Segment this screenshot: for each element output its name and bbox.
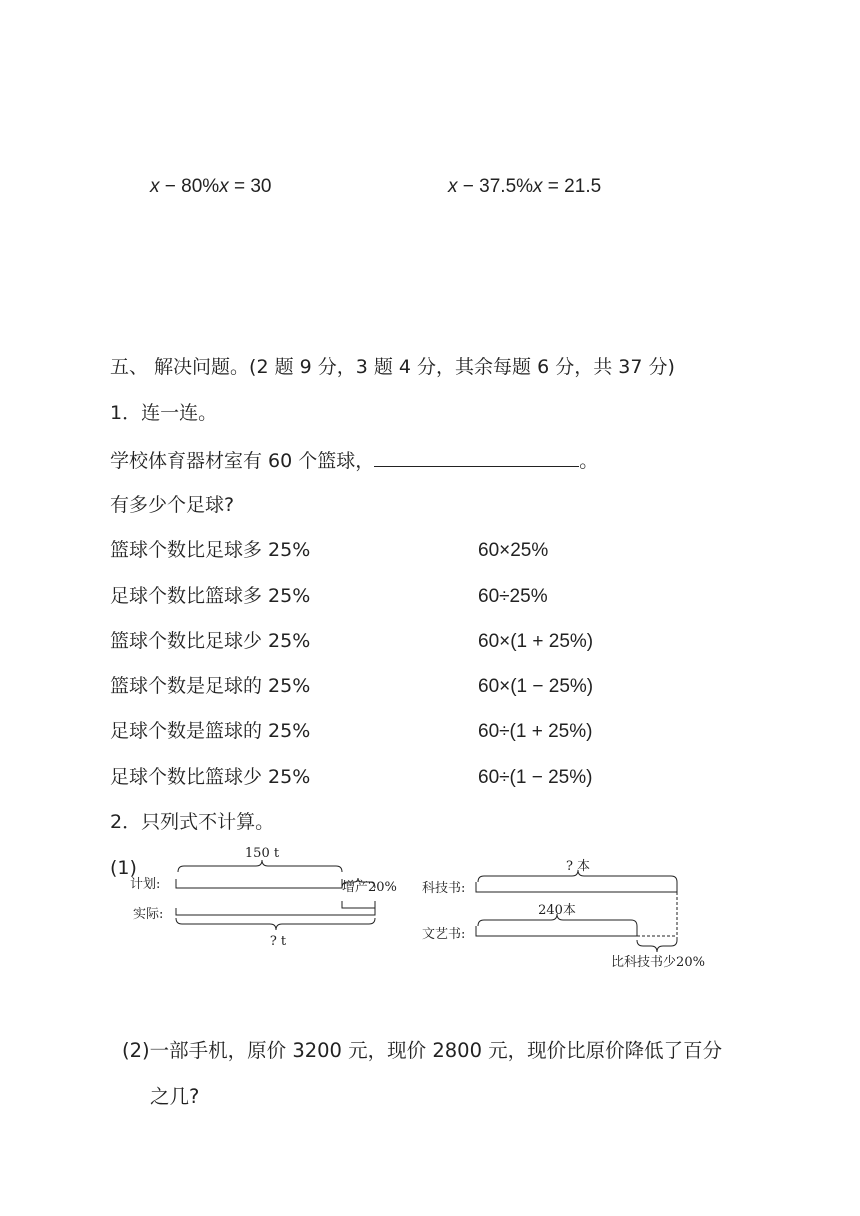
q1-stem [110, 450, 598, 471]
equation-2-rhs: = 21.5 [542, 176, 602, 197]
line-diagram-plan-actual [128, 846, 428, 952]
equation-1-mid: − 80% [159, 176, 220, 197]
section-heading: 五、 解决问题。(2 题 9 分，3 题 4 分，其余每题 6 分，共 37 分) [110, 356, 675, 378]
difference-label: 比科技书少20% [611, 955, 705, 970]
q1-stem-after: 。 [579, 450, 599, 472]
q1-right-item[interactable]: 60×(1 − 25%) [478, 676, 594, 697]
sci-unknown: ? 本 [565, 859, 591, 874]
q1-title: 1．连一连。 [110, 402, 218, 424]
q2-part2-line2: 之几? [150, 1085, 200, 1108]
sci-top-brace [478, 870, 677, 882]
q1-answer-blank[interactable] [374, 450, 579, 467]
q1-left-item[interactable]: 篮球个数是足球的 25% [110, 675, 311, 697]
equation-1-var: x [150, 176, 160, 197]
q1-question: 有多少个足球? [110, 494, 235, 516]
actual-label: 实际: [133, 907, 164, 922]
plan-top-brace [178, 860, 342, 872]
equation-1-rhs: = 30 [228, 176, 272, 197]
q1-left-item[interactable]: 足球个数比篮球多 25% [110, 585, 311, 607]
line-diagram-books [420, 852, 730, 970]
plan-value: 150 t [244, 846, 280, 861]
lit-top-brace [478, 914, 637, 926]
lit-value: 240本 [538, 903, 576, 918]
equation-2 [448, 177, 601, 196]
q1-left-item[interactable]: 篮球个数比足球少 25% [110, 630, 311, 652]
plan-label: 计划: [130, 877, 161, 892]
equation-2-mid: − 37.5% [457, 176, 534, 197]
difference-brace [637, 940, 677, 952]
q1-left-item[interactable]: 足球个数是篮球的 25% [110, 720, 311, 742]
increase-bracket [342, 901, 375, 908]
q1-stem-before: 学校体育器材室有 60 个篮球， [110, 450, 375, 472]
lit-segment [476, 926, 637, 936]
q2-title: 2．只列式不计算。 [110, 811, 275, 833]
q1-right-item[interactable]: 60÷25% [478, 586, 548, 607]
q1-right-item[interactable]: 60×(1 + 25%) [478, 631, 594, 652]
q2-part1-label: (1) [110, 857, 137, 879]
q2-part2-line1: (2)一部手机，原价 3200 元，现价 2800 元，现价比原价降低了百分 [122, 1039, 723, 1062]
q1-left-item[interactable]: 足球个数比篮球少 25% [110, 766, 311, 788]
q1-left-item[interactable]: 篮球个数比足球多 25% [110, 539, 311, 561]
actual-bottom-brace [176, 918, 375, 930]
q1-right-item[interactable]: 60×25% [478, 540, 549, 561]
equation-2-var: x [448, 176, 458, 197]
q1-right-item[interactable]: 60÷(1 − 25%) [478, 767, 593, 788]
q1-right-item[interactable]: 60÷(1 + 25%) [478, 721, 593, 742]
equation-1 [150, 177, 271, 196]
equation-1-var2: x [219, 176, 229, 197]
sci-segment [476, 882, 677, 892]
plan-segment [176, 879, 342, 888]
sci-label: 科技书: [422, 881, 466, 896]
actual-unknown: ? t [269, 934, 287, 949]
actual-segment [176, 908, 375, 915]
lit-label: 文艺书: [422, 927, 466, 942]
equation-2-var2: x [533, 176, 543, 197]
increase-label: 增产20% [342, 880, 397, 895]
